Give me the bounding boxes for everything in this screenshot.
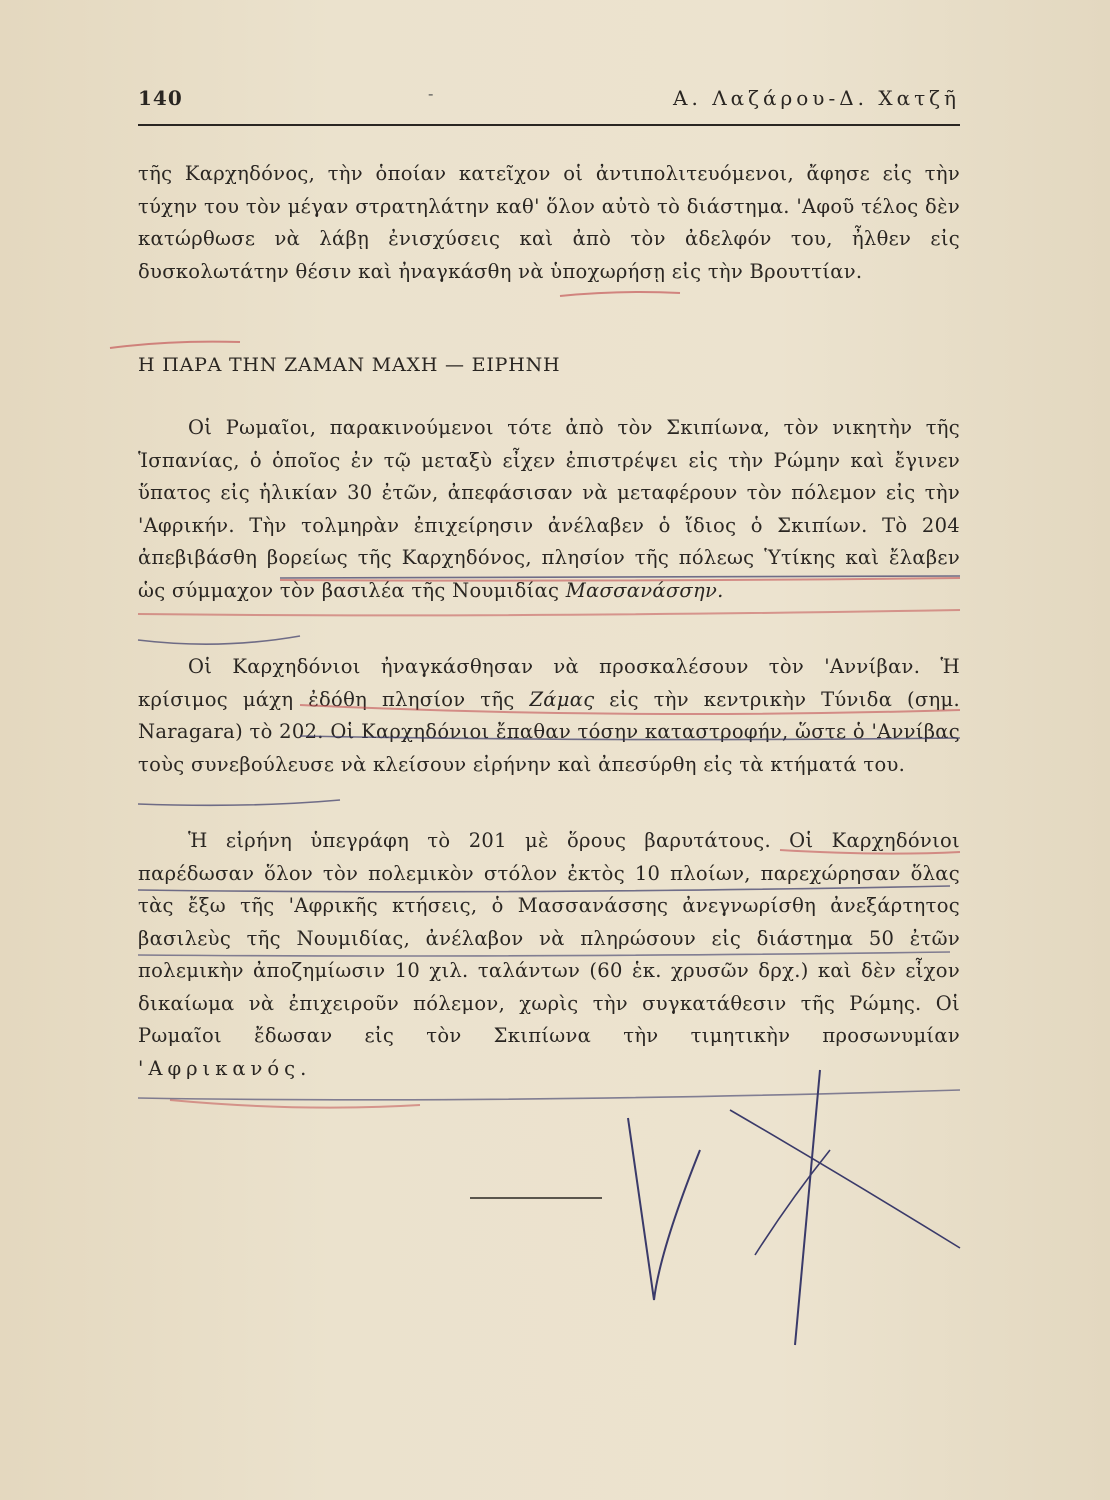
pencil-underline-7 — [138, 1090, 960, 1100]
pencil-cross-stroke — [755, 1150, 830, 1255]
paragraph-3-body-b: εἰς τὴν κεντρικὴν Τύνιδα (σημ. Naragara) τὸ 202. Οἱ Καρχηδόνιοι ἔπαθαν τόσην καταστροφήν, ὥστε ὁ 'Αννίβας τοὺς συνεβούλευσε νὰ κλείσουν εἰρήνην καὶ ἀπεσύρθη εἰς τὰ κτήματά του. — [138, 687, 960, 776]
africanus-title: 'Αφρικανός. — [138, 1056, 312, 1080]
large-v-mark — [628, 1118, 700, 1300]
page-header — [138, 86, 960, 120]
paragraph-1 — [138, 158, 960, 288]
paragraph-2 — [138, 412, 960, 607]
paragraph-3-text — [138, 651, 960, 781]
red-underline-2 — [110, 342, 240, 348]
pencil-underline-2 — [138, 636, 300, 644]
pencil-diagonal-stroke — [730, 1110, 960, 1248]
paragraph-3 — [138, 651, 960, 781]
pencil-underline-4 — [138, 800, 340, 805]
running-head: Α. Λαζάρου-Δ. Χατζῆ — [673, 86, 960, 110]
red-underline-7 — [170, 1100, 420, 1108]
paragraph-4-body: Ἡ εἰρήνη ὑπεγράφη τὸ 201 μὲ ὅρους βαρυτάτους. Οἱ Καρχηδόνιοι παρέδωσαν ὅλον τὸν πολεμικὸν στόλον ἐκτὸς 10 πλοίων, παρεχώρησαν ὅλας τὰς ἔξω τῆς 'Αφρικῆς κτήσεις, ὁ Μασσανάσσης ἀνεγνωρίσθη ἀνεξάρτητος βασιλεὺς τῆς Νουμιδίας, ἀνέλαβον νὰ πληρώσουν εἰς διάστημα 50 ἐτῶν πολεμικὴν ἀποζημίωσιν 10 χιλ. ταλάντων (60 ἑκ. χρυσῶν δρχ.) καὶ δὲν εἶχον δικαίωμα νὰ ἐπιχειροῦν πόλεμον, χωρὶς τὴν συγκατάθεσιν τῆς Ρώμης. Οἱ Ρωμαῖοι ἔδωσαν εἰς τὸν Σκιπίωνα τὴν τιμητικὴν προσωνυμίαν — [138, 829, 960, 1047]
header-dash: - — [428, 84, 435, 103]
paragraph-4 — [138, 825, 960, 1085]
zama-name: Ζάμας — [529, 687, 595, 711]
header-rule — [138, 124, 960, 126]
page-number: 140 — [138, 86, 183, 110]
paragraph-3-body-a: Οἱ Καρχηδόνιοι ἠναγκάσθησαν νὰ προσκαλέσουν τὸν 'Αννίβαν. Ἡ κρίσιμος μάχη ἐδόθη πλησίον τῆς — [138, 655, 960, 711]
pencil-vertical-stroke — [795, 1070, 820, 1345]
paragraph-4-text — [138, 825, 960, 1085]
paragraph-1-text: τῆς Καρχηδόνος, τὴν ὁποίαν κατεῖχον οἱ ἀντιπολιτευόμενοι, ἄφησε εἰς τὴν τύχην του τὸν μέγαν στρατηλάτην καθ' ὅλον αὐτὸ τὸ διάστημα. 'Αφοῦ τέλος δὲν κατώρθωσε νὰ λάβῃ ἐνισχύσεις καὶ ἀπὸ τὸν ἀδελφόν του, ἦλθεν εἰς δυσκολωτάτην θέσιν καὶ ἠναγκάσθη νὰ ὑποχωρήσῃ εἰς τὴν Βρουττίαν. — [138, 162, 960, 283]
paragraph-2-body: Οἱ Ρωμαῖοι, παρακινούμενοι τότε ἀπὸ τὸν Σκιπίωνα, τὸν νικητὴν τῆς Ἱσπανίας, ὁ ὁποῖος ἐν τῷ μεταξὺ εἶχεν ἐπιστρέψει εἰς τὴν Ρώμην καὶ ἔγινεν ὕπατος εἰς ἡλικίαν 30 ἐτῶν, ἀπεφάσισαν νὰ μεταφέρουν τὸν πόλεμον εἰς τὴν 'Αφρικήν. Τὴν τολμηρὰν ἐπιχείρησιν ἀνέλαβεν ὁ ἴδιος ὁ Σκιπίων. Τὸ 204 ἀπεβιβάσθη βορείως τῆς Καρχηδόνος, πλησίον τῆς πόλεως Ὑτίκης καὶ ἔλαβεν ὡς σύμμαχον τὸν βασιλέα τῆς Νουμιδίας — [138, 416, 960, 602]
section-heading: Η ΠΑΡΑ ΤΗΝ ΖΑΜΑΝ ΜΑΧΗ — ΕΙΡΗΝΗ — [138, 354, 561, 376]
paragraph-2-text — [138, 412, 960, 607]
massinissa-name: Μασσανάσσην. — [565, 578, 724, 602]
red-underline-1 — [560, 292, 680, 296]
red-underline-4 — [138, 610, 960, 615]
